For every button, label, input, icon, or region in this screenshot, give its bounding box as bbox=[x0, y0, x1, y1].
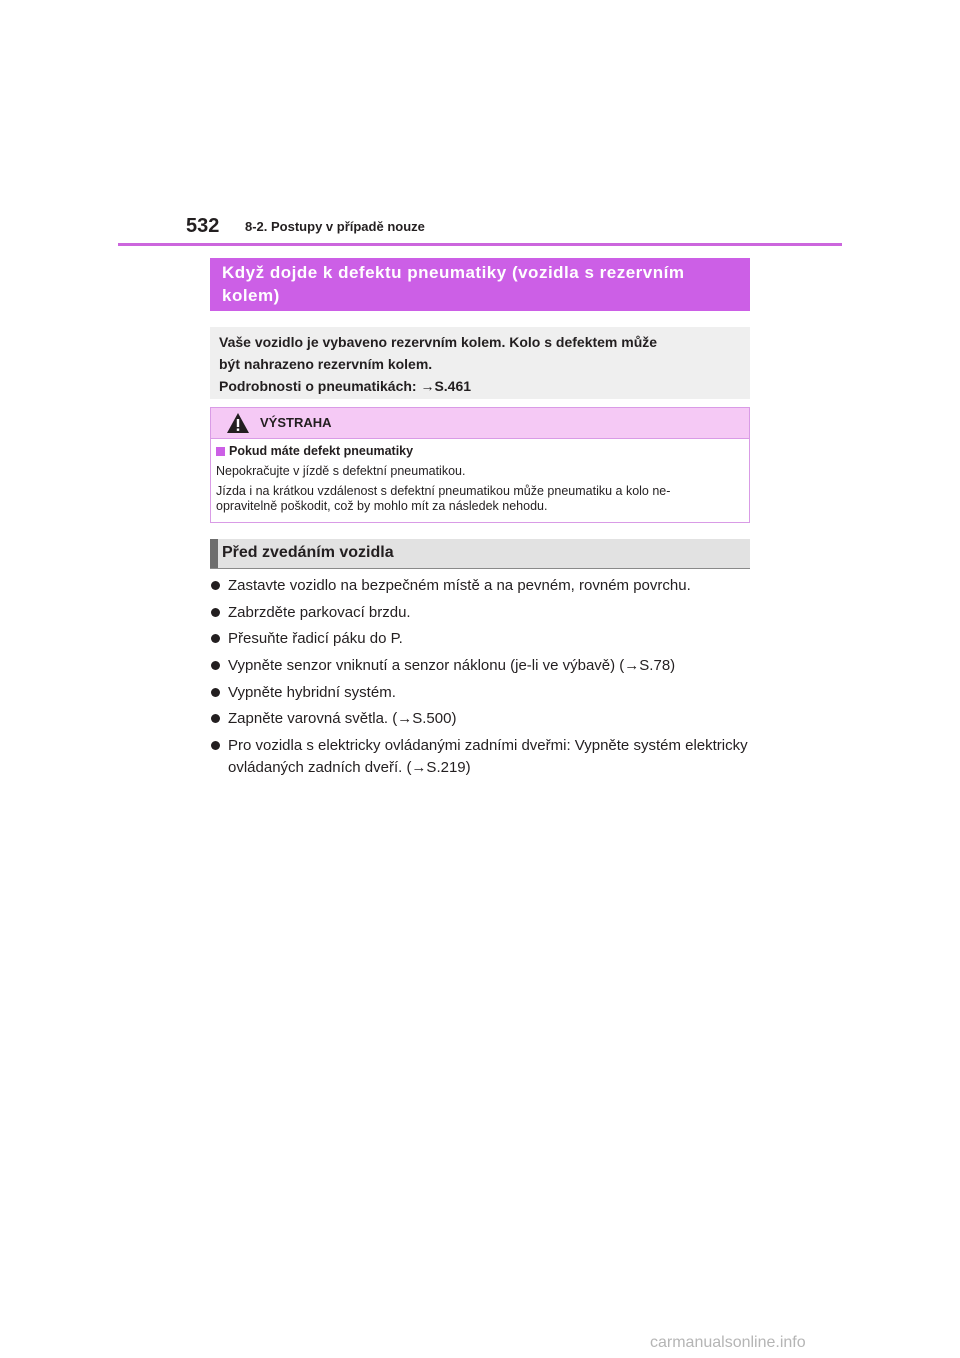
warning-line-2: Jízda i na krátkou vzdálenost s defektní pneumatikou může pneumatiku a kolo ne- bbox=[216, 484, 671, 498]
intro-line-2: být nahrazeno rezervním kolem. bbox=[219, 356, 433, 372]
square-bullet-icon bbox=[216, 447, 225, 456]
list-item: Zastavte vozidlo na bezpečném místě a na pevném, rovném povrchu. bbox=[210, 575, 750, 597]
warning-header bbox=[211, 408, 749, 439]
subsection-bar bbox=[210, 539, 750, 569]
header-rule bbox=[118, 243, 842, 246]
list-item: Přesuňte řadicí páku do P. bbox=[210, 628, 750, 650]
intro-box bbox=[210, 327, 750, 399]
title-line-2: kolem) bbox=[222, 286, 280, 305]
section-label: 8-2. Postupy v případě nouze bbox=[245, 219, 425, 234]
subsection-title: Před zvedáním vozidla bbox=[222, 544, 394, 561]
warning-subhead bbox=[216, 444, 743, 459]
page-number: 532 bbox=[186, 215, 220, 237]
list-item: Zapněte varovná světla. (→S.500) bbox=[210, 708, 750, 730]
warning-line-1: Nepokračujte v jízdě s defektní pneumatikou. bbox=[216, 464, 466, 478]
list-item: Pro vozidla s elektricky ovládanými zadními dveřmi: Vypněte systém elektricky ovládaných zadních dveří. (→S.219) bbox=[210, 735, 750, 779]
intro-line-3: Podrobnosti o pneumatikách: →S.461 bbox=[219, 378, 472, 394]
subsection-accent bbox=[210, 539, 218, 568]
warning-triangle-icon bbox=[226, 412, 250, 434]
list-item: Vypněte senzor vniknutí a senzor náklonu (je-li ve výbavě) (→S.78) bbox=[210, 655, 750, 677]
warning-title: VÝSTRAHA bbox=[260, 415, 332, 430]
intro-line-1: Vaše vozidlo je vybaveno rezervním kolem. Kolo s defektem může bbox=[219, 334, 658, 350]
steps-list bbox=[210, 575, 750, 784]
warning-subhead-text: Pokud máte defekt pneumatiky bbox=[229, 444, 414, 458]
list-item: Zabrzděte parkovací brzdu. bbox=[210, 602, 750, 624]
title-line-1: Když dojde k defektu pneumatiky (vozidla s rezervním bbox=[222, 263, 685, 282]
watermark: carmanualsonline.info bbox=[650, 1334, 806, 1351]
warning-box bbox=[210, 407, 750, 523]
list-item: Vypněte hybridní systém. bbox=[210, 682, 750, 704]
warning-body bbox=[211, 439, 749, 514]
title-bar bbox=[210, 258, 750, 311]
warning-line-3: opravitelně poškodit, což by mohlo mít za následek nehodu. bbox=[216, 499, 548, 513]
